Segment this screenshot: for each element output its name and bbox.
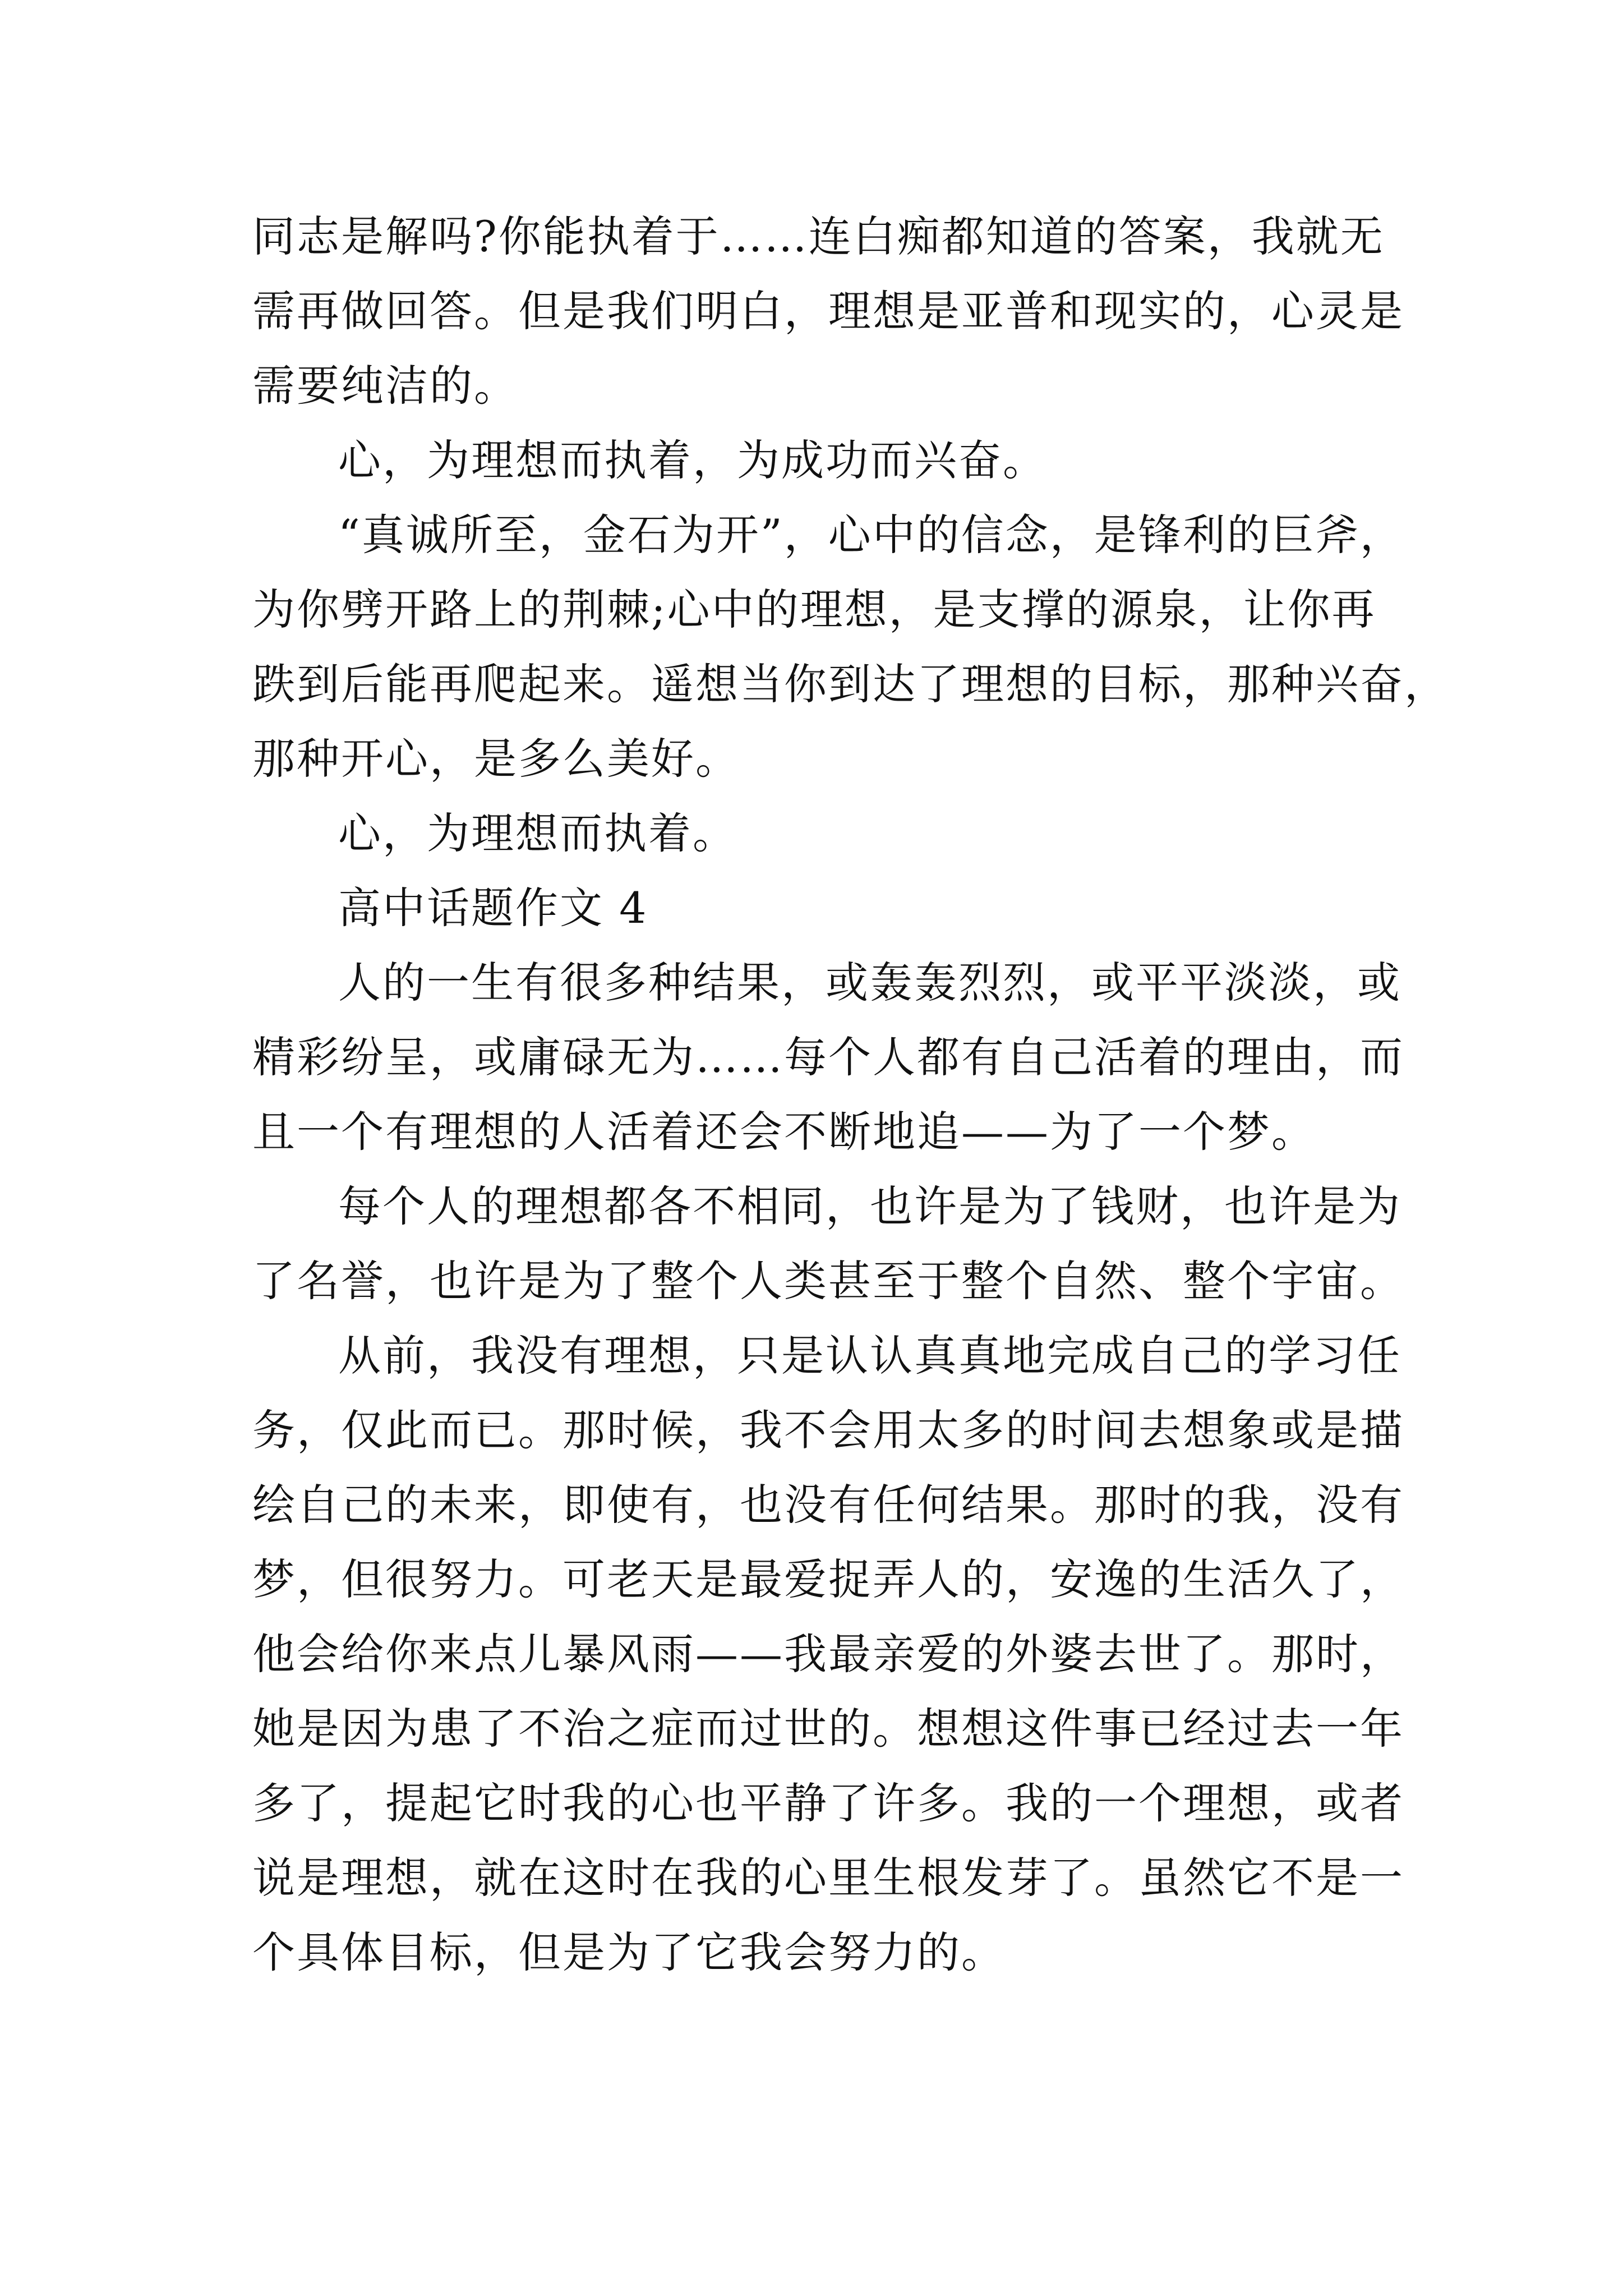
paragraph-first-line: 从前，我没有理想，只是认认真真地完成自己的学习任 [338, 1331, 1401, 1381]
text-line: 需要纯洁的。 [252, 361, 518, 411]
paragraph-first-line: 每个人的理想都各不相同，也许是为了钱财，也许是为 [338, 1181, 1401, 1231]
text-line: 绘自己的未来，即使有，也没有任何结果。那时的我，没有 [252, 1480, 1404, 1530]
paragraph-first-line: 心，为理想而执着，为成功而兴奋。 [338, 435, 1047, 485]
text-line: 了名誉，也许是为了整个人类甚至于整个自然、整个宇宙。 [252, 1256, 1404, 1306]
paragraph-first-line: “真诚所至，金石为开”，心中的信念，是锋利的巨斧， [338, 510, 1404, 560]
text-line: 个具体目标，但是为了它我会努力的。 [252, 1927, 1006, 1977]
text-line: 需再做回答。但是我们明白，理想是亚普和现实的，心灵是 [252, 286, 1404, 336]
text-line: 她是因为患了不治之症而过世的。想想这件事已经过去一年 [252, 1704, 1404, 1754]
text-line: 为你劈开路上的荆棘;心中的理想，是支撑的源泉，让你再 [252, 585, 1376, 634]
text-line: 梦，但很努力。可老天是最爱捉弄人的，安逸的生活久了， [252, 1554, 1404, 1604]
text-line: 且一个有理想的人活着还会不断地追——为了一个梦。 [252, 1107, 1316, 1157]
text-line: 多了，提起它时我的心也平静了许多。我的一个理想，或者 [252, 1778, 1404, 1828]
text-line: 精彩纷呈，或庸碌无为……每个人都有自己活着的理由，而 [252, 1032, 1404, 1082]
text-line: 同志是解吗?你能执着于……连白痴都知道的答案，我就无 [252, 211, 1385, 261]
text-line: 跌到后能再爬起来。遥想当你到达了理想的目标，那种兴奋， [252, 659, 1449, 709]
paragraph-first-line: 人的一生有很多种结果，或轰轰烈烈，或平平淡淡，或 [338, 958, 1401, 1007]
text-line: 他会给你来点儿暴风雨——我最亲爱的外婆去世了。那时， [252, 1629, 1404, 1679]
text-line: 那种开心，是多么美好。 [252, 734, 740, 784]
document-body [252, 199, 1449, 1990]
paragraph-first-line: 心，为理想而执着。 [338, 808, 737, 858]
section-heading: 高中话题作文 4 [338, 883, 648, 933]
text-line: 说是理想，就在这时在我的心里生根发芽了。虽然它不是一 [252, 1853, 1404, 1903]
text-line: 务，仅此而已。那时候，我不会用太多的时间去想象或是描 [252, 1405, 1404, 1455]
